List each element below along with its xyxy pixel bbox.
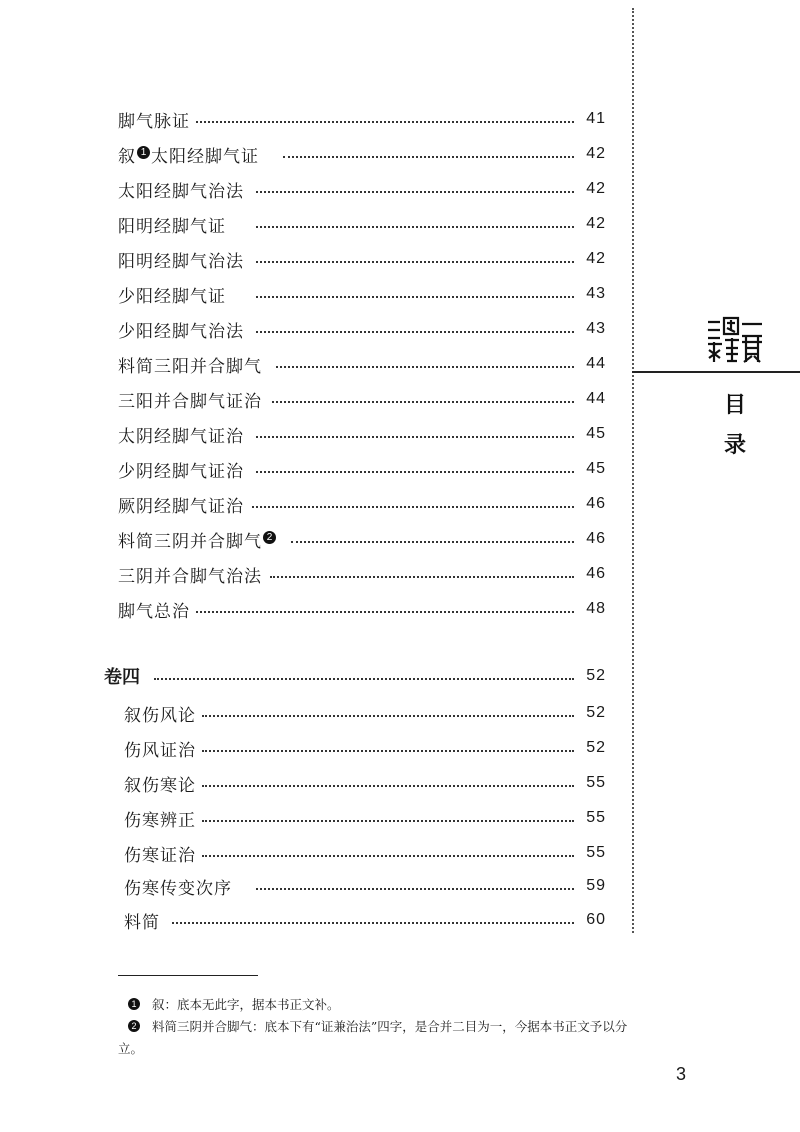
leader-dots <box>202 715 574 717</box>
toc-entry[interactable] <box>124 907 606 933</box>
toc-entry[interactable] <box>124 700 606 726</box>
toc-entry-page: 43 <box>586 320 606 337</box>
toc-entry[interactable] <box>124 873 606 899</box>
toc-entry-page: 44 <box>586 355 606 372</box>
toc-entry-page: 44 <box>586 390 606 407</box>
leader-dots <box>196 121 574 123</box>
toc-entry-page: 45 <box>586 425 606 442</box>
toc-entry-page: 43 <box>586 285 606 302</box>
toc-entry-title: 伤寒传变次序 <box>124 878 232 899</box>
leader-dots <box>256 888 574 890</box>
toc-entry-title: 三阴并合脚气治法 <box>118 566 262 587</box>
leader-dots <box>202 785 574 787</box>
footnote-marker[interactable]: 2 <box>263 531 276 544</box>
toc-entry-title: 脚气总治 <box>118 601 190 622</box>
toc-entry-page: 46 <box>586 565 606 582</box>
toc-entry[interactable] <box>118 351 606 377</box>
toc-entry-title: 料简三阴并合脚气 2 <box>118 527 277 552</box>
toc-entry[interactable] <box>124 805 606 831</box>
side-title-char: 录 <box>723 433 746 458</box>
leader-dots <box>272 401 574 403</box>
toc-entry-title: 三阳并合脚气证治 <box>118 391 262 412</box>
leader-dots <box>256 331 574 333</box>
toc-entry[interactable] <box>118 316 606 342</box>
toc-entry[interactable] <box>124 770 606 796</box>
toc-entry-title: 厥阴经脚气证治 <box>118 496 244 517</box>
leader-dots <box>154 678 574 680</box>
page-number: 3 <box>676 1064 687 1084</box>
leader-dots <box>256 436 574 438</box>
toc-entry-page: 48 <box>586 600 606 617</box>
toc-entry[interactable] <box>118 421 606 447</box>
leader-dots <box>202 820 574 822</box>
toc-entry[interactable] <box>118 456 606 482</box>
side-title-char: 目 <box>723 393 746 418</box>
leader-dots <box>256 261 574 263</box>
leader-dots <box>196 611 574 613</box>
toc-entry-page: 46 <box>586 495 606 512</box>
toc-entry-title: 少阳经脚气治法 <box>118 321 244 342</box>
toc-entry[interactable] <box>118 106 606 132</box>
toc-entry-page: 45 <box>586 460 606 477</box>
leader-dots <box>202 855 574 857</box>
margin-horizontal-rule <box>632 371 800 373</box>
toc-entry[interactable] <box>118 211 606 237</box>
toc-entry[interactable] <box>118 281 606 307</box>
footnote <box>118 1016 718 1038</box>
leader-dots <box>172 922 574 924</box>
footnote-marker[interactable]: 1 <box>137 146 150 159</box>
toc-entry[interactable] <box>124 735 606 761</box>
toc-entry-title: 伤风证治 <box>124 740 196 761</box>
footnote-continuation: 立。 <box>118 1041 144 1056</box>
toc-entry-page: 42 <box>586 180 606 197</box>
toc-entry[interactable] <box>118 596 606 622</box>
toc-entry[interactable] <box>118 561 606 587</box>
toc-entry-title: 叙伤风论 <box>124 705 196 726</box>
toc-entry-title: 阳明经脚气证 <box>118 216 226 237</box>
leader-dots <box>252 506 574 508</box>
leader-dots <box>276 366 574 368</box>
footnote-text: 料简三阴并合脚气：底本下有“证兼治法”四字，是合并二目为一，今据本书正文予以分 <box>152 1019 628 1034</box>
leader-dots <box>256 296 574 298</box>
toc-volume-heading[interactable] <box>104 663 606 689</box>
footnote-text: 叙：底本无此字，据本书正文补。 <box>152 997 340 1012</box>
toc-entry-page: 41 <box>586 110 606 127</box>
volume-page: 52 <box>586 667 606 684</box>
toc-entry-title: 太阴经脚气证治 <box>118 426 244 447</box>
leader-dots <box>283 156 574 158</box>
volume-title: 卷四 <box>104 667 140 688</box>
toc-entry-page: 55 <box>586 844 606 861</box>
toc-entry[interactable] <box>118 386 606 412</box>
book-title-seal <box>706 314 764 364</box>
leader-dots <box>256 471 574 473</box>
toc-entry-page: 60 <box>586 911 606 928</box>
toc-entry-title: 叙伤寒论 <box>124 775 196 796</box>
toc-entry[interactable] <box>118 176 606 202</box>
footnote-marker: 2 <box>128 1020 140 1032</box>
toc-entry-title: 料简 <box>124 912 160 933</box>
toc-entry[interactable] <box>118 141 606 167</box>
footnote <box>118 994 718 1016</box>
toc-entry-page: 42 <box>586 145 606 162</box>
toc-entry[interactable] <box>124 840 606 866</box>
footnote-marker: 1 <box>128 998 140 1010</box>
footnotes <box>118 994 718 1060</box>
leader-dots <box>256 226 574 228</box>
toc-entry-title: 料简三阳并合脚气 <box>118 356 262 377</box>
toc-entry-page: 52 <box>586 704 606 721</box>
side-title <box>720 386 750 466</box>
leader-dots <box>256 191 574 193</box>
toc-entry-page: 55 <box>586 809 606 826</box>
toc-entry[interactable] <box>118 526 606 552</box>
toc-entry-title: 伤寒辨正 <box>124 810 196 831</box>
toc-entry-page: 55 <box>586 774 606 791</box>
toc-entry-page: 42 <box>586 250 606 267</box>
toc-entry-title: 阳明经脚气治法 <box>118 251 244 272</box>
toc-entry-title: 少阴经脚气证治 <box>118 461 244 482</box>
toc-entry-page: 46 <box>586 530 606 547</box>
margin-dotted-rule <box>632 8 634 933</box>
toc-entry[interactable] <box>118 246 606 272</box>
toc-entry-page: 52 <box>586 739 606 756</box>
leader-dots <box>270 576 574 578</box>
toc-entry-title: 叙 1 太阳经脚气证 <box>118 146 259 167</box>
toc-entry-page: 59 <box>586 877 606 894</box>
footnote-separator <box>118 975 258 976</box>
leader-dots <box>202 750 574 752</box>
leader-dots <box>291 541 574 543</box>
toc-entry-title: 太阳经脚气治法 <box>118 181 244 202</box>
toc-entry-title: 脚气脉证 <box>118 111 190 132</box>
toc-entry-title: 伤寒证治 <box>124 845 196 866</box>
toc-entry[interactable] <box>118 491 606 517</box>
toc-entry-title: 少阳经脚气证 <box>118 286 226 307</box>
toc-entry-page: 42 <box>586 215 606 232</box>
